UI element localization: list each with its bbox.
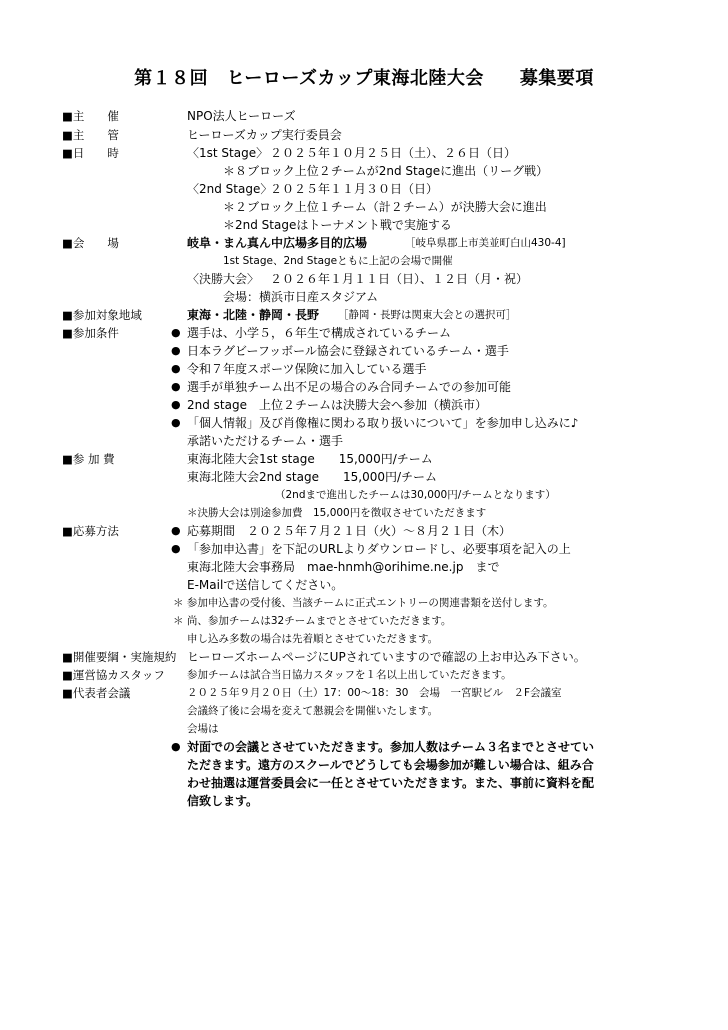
stage2-date: ２０２５年１１月３０日（日）: [270, 182, 439, 196]
final-date: ２０２６年１月１１日（日）、１２日（月・祝）: [270, 272, 529, 286]
stage1-tag: 〈1st Stage〉: [187, 146, 269, 160]
label-fee: ■参 加 費: [62, 452, 115, 466]
stage1-date: ２０２５年１０月２５日（土）、２６日（日）: [270, 146, 517, 160]
bullet-icon: ●: [171, 326, 181, 339]
final-tag: 〈決勝大会〉: [187, 272, 260, 286]
guidelines-value: ヒーローズホームページにUPされていますので確認の上お申込み下さい。: [187, 650, 586, 664]
target-regions: 東海・北陸・静岡・長野: [187, 308, 320, 322]
manager-value: ヒーローズカップ実行委員会: [187, 128, 342, 142]
condition-item: 選手が単独チーム出不足の場合のみ合同チームでの参加可能: [187, 380, 512, 394]
title-main: 第１８回 ヒーローズカップ東海北陸大会: [134, 68, 484, 89]
bullet-icon: ●: [171, 740, 181, 753]
rep-meeting-bold4: 信致します。: [187, 794, 259, 808]
stage1-note: ＊８ブロック上位２チームが2nd Stageに進出（リーグ戦）: [223, 164, 549, 178]
venue-name: 岐阜・まん真ん中広場多目的広場: [187, 236, 368, 250]
label-guidelines: ■開催要綱・実施規約: [62, 650, 177, 664]
fee-line2: 東海北陸大会2nd stage 15,000円/チーム: [187, 470, 438, 484]
rep-meeting-line1: ２０２５年９月２０日（土）17：00～18：30 会場 一宮駅ビル ２F会議室: [187, 687, 562, 699]
application-note2: ＊ 尚、参加チームは32チームまでとさせていただきます。: [173, 615, 452, 627]
bullet-icon: ●: [171, 380, 181, 393]
stage2-note1: ＊２ブロック上位１チーム（計２チーム）が決勝大会に進出: [223, 200, 547, 214]
venue-address: ［岐阜県郡上市美並町白山430-4]: [405, 237, 566, 249]
label-conditions: ■参加条件: [62, 326, 119, 340]
label-rep-meeting: ■代表者会議: [62, 686, 131, 700]
rep-meeting-bold2: ただきます。遠方のスクールでどうしても会場参加が難しい場合は、組み合: [187, 758, 594, 772]
venue-note: 1st Stage、2nd Stageともに上記の会場で開催: [223, 255, 453, 267]
application-period: 応募期間 ２０２５年７月２１日（火）～８月２１日（木）: [187, 524, 512, 538]
rep-meeting-line2: 会議終了後に会場を変えて懇親会を開催いたします。: [187, 705, 439, 717]
label-schedule: ■日 時: [62, 146, 119, 160]
condition-item: 選手は、小学５，６年生で構成されているチーム: [187, 326, 452, 340]
fee-line1: 東海北陸大会1st stage 15,000円/チーム: [187, 452, 433, 466]
label-venue: ■会 場: [62, 236, 119, 250]
stage2-tag: 〈2nd Stage〉: [187, 182, 273, 196]
label-organizer: ■主 催: [62, 109, 119, 123]
target-note: ［静岡・長野は関東大会との選択可］: [338, 309, 517, 321]
application-note3: 申し込み多数の場合は先着順とさせていただきます。: [187, 633, 439, 645]
bullet-icon: ●: [171, 344, 181, 357]
rep-meeting-bold3: わせ抽選は運営委員会に一任とさせていただきます。また、事前に資料を配: [187, 776, 595, 790]
bullet-icon: ●: [171, 362, 181, 375]
bullet-icon: ●: [171, 398, 181, 411]
final-venue: 会場：横浜市日産スタジアム: [223, 290, 379, 304]
label-manager: ■主 管: [62, 128, 119, 142]
rep-meeting-line3: 会場は: [187, 723, 219, 735]
bullet-icon: ●: [171, 524, 181, 537]
application-note1: ＊ 参加申込書の受付後、当該チームに正式エントリーの関連書類を送付します。: [173, 597, 554, 609]
label-application: ■応募方法: [62, 524, 119, 538]
stage2-note2: ＊2nd Stageはトーナメント戦で実施する: [223, 218, 452, 232]
rep-meeting-bold1: 対面での会議とさせていただきます。参加人数はチーム３名までとさせてい: [187, 740, 595, 754]
label-staff: ■運営協カスタッフ: [62, 668, 165, 682]
fee-note1: （2ndまで進出したチームは30,000円/チームとなります）: [275, 489, 556, 501]
application-form-line3: E-Mailで送信してください。: [187, 578, 344, 592]
fee-note2: ＊決勝大会は別途参加費 15,000円を徴収させていただきます: [187, 507, 487, 519]
bullet-icon: ●: [171, 542, 181, 555]
label-target-area: ■参加対象地域: [62, 308, 142, 322]
condition-item: 2nd stage 上位２チームは決勝大会へ参加（横浜市）: [187, 398, 487, 412]
organizer-value: NPO法人ヒーローズ: [187, 109, 296, 123]
staff-value: 参加チームは試合当日協力スタッフを１名以上出していただきます。: [187, 669, 512, 681]
bullet-icon: ●: [171, 416, 181, 429]
condition-item: 承諾いただけるチーム・選手: [187, 434, 344, 448]
page-title: [0, 64, 728, 90]
application-form-line2: 東海北陸大会事務局 mae-hnmh@orihime.ne.jp まで: [187, 560, 500, 574]
condition-item: 「個人情報」及び肖像権に関わる取り扱いについて」を参加申し込みに♪: [187, 416, 579, 430]
condition-item: 日本ラグビーフッボール協会に登録されているチーム・選手: [187, 344, 509, 358]
title-sub: 募集要項: [519, 68, 594, 89]
condition-item: 令和７年度スポーツ保険に加入している選手: [187, 362, 427, 376]
application-form-line1: 「参加申込書」を下記のURLよりダウンロードし、必要事項を記入の上: [187, 542, 571, 556]
